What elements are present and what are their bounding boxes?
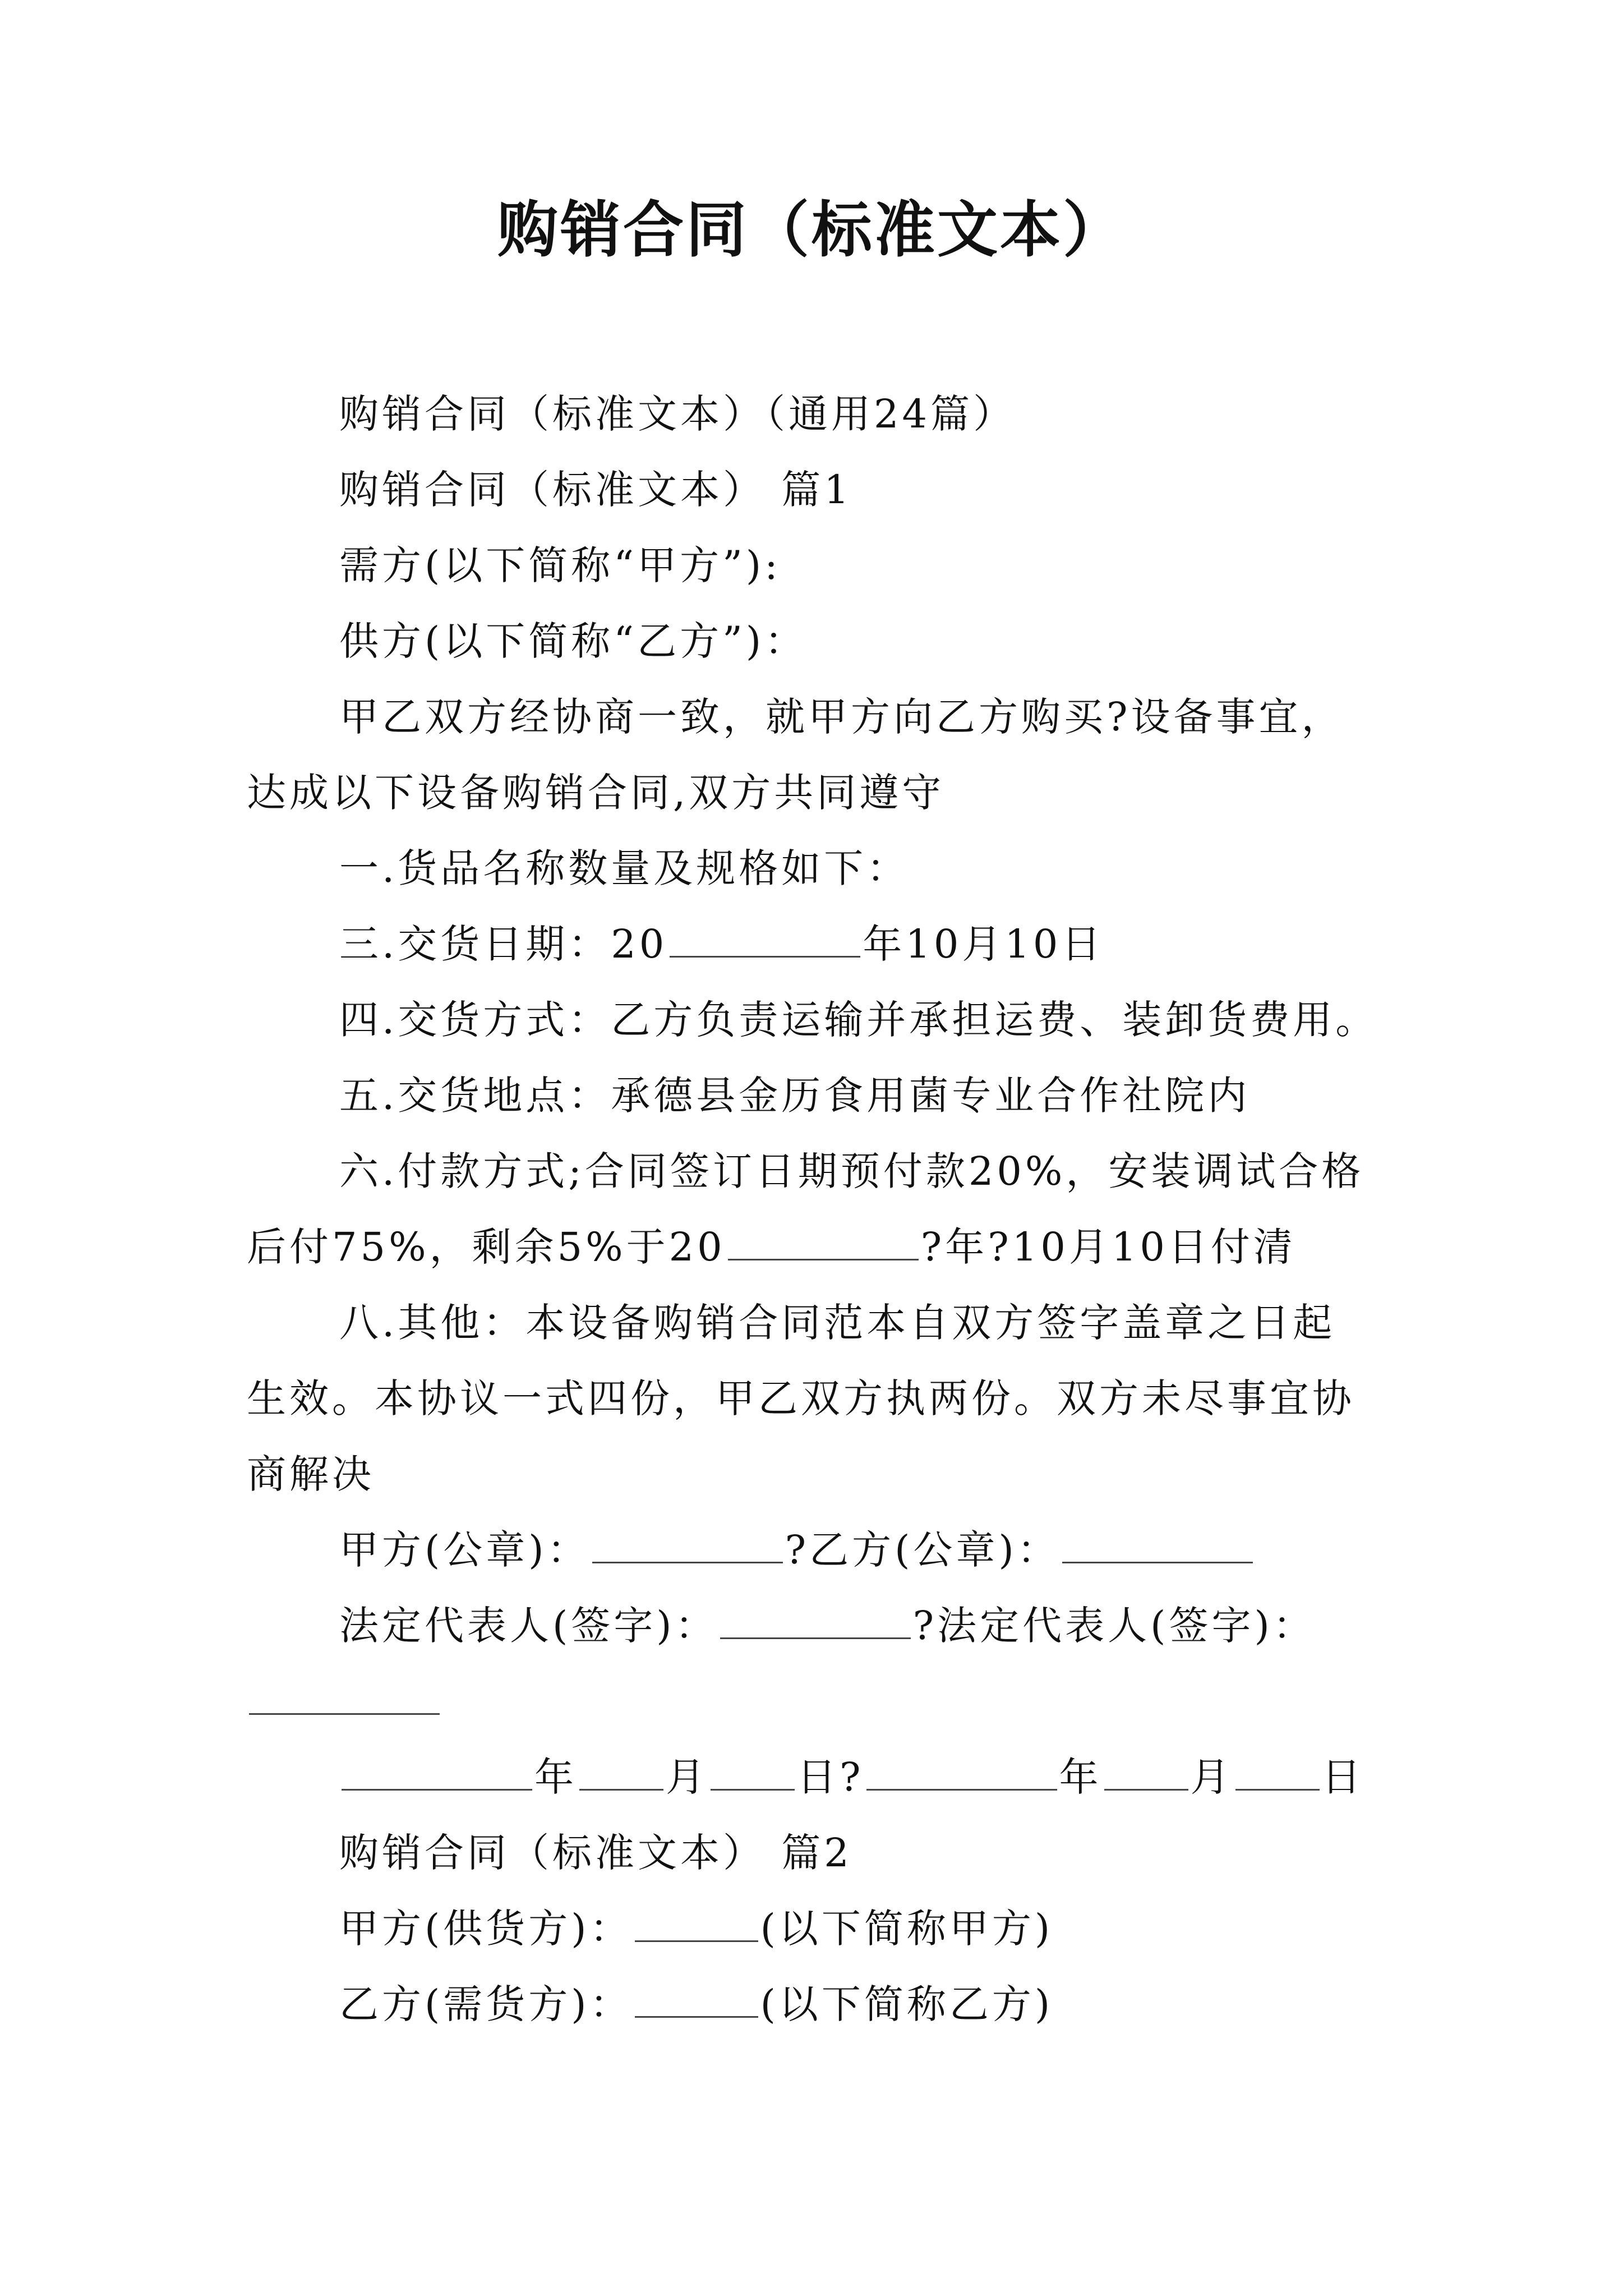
party-a-rep-blank (720, 1602, 911, 1639)
party-a-supplier-label: 甲方(供货方)： (339, 1906, 633, 1952)
clause-other-2: 生效。本协议一式四份，甲乙双方执两份。双方未尽事宜协 (247, 1375, 1355, 1421)
clause-delivery-place: 五.交货地点：承德县金历食用菌专业合作社院内 (339, 1073, 1251, 1119)
party-a-supplier-line (339, 1901, 1399, 1957)
date-year-blank-a (342, 1754, 532, 1791)
date-day-blank-b (1235, 1754, 1320, 1791)
date-day-label-a: 日? (797, 1754, 864, 1800)
party-b-seal-blank (1062, 1526, 1253, 1563)
document-title: 购销合同（标准文本） (497, 195, 1126, 265)
party-b-buyer-line (339, 1976, 1399, 2032)
section-heading-1: 购销合同（标准文本） 篇1 (339, 467, 852, 513)
year-blank (670, 921, 860, 958)
clause-delivery-method: 四.交货方式：乙方负责运输并承担运费、装卸货费用。 (339, 997, 1378, 1043)
date-day-label-b: 日 (1321, 1754, 1364, 1800)
section-heading-2: 购销合同（标准文本） 篇2 (339, 1830, 852, 1876)
party-a-seal-label: 甲方(公章)： (339, 1527, 590, 1573)
party-b-buyer-suffix: (以下简称乙方) (760, 1981, 1054, 2027)
delivery-date-suffix: 年10月10日 (863, 921, 1104, 967)
date-line (339, 1749, 1399, 1805)
payment-suffix: ?年?10月10日付清 (920, 1224, 1296, 1270)
clause-payment-2 (247, 1219, 1399, 1275)
date-year-label-a: 年 (534, 1754, 577, 1800)
clause-other-3: 商解决 (247, 1451, 375, 1497)
seal-line (339, 1522, 1399, 1578)
date-month-label-b: 月 (1190, 1754, 1233, 1800)
clause-other-1: 八.其他：本设备购销合同范本自双方签字盖章之日起 (339, 1300, 1336, 1346)
doc-subtitle: 购销合同（标准文本）（通用24篇） (339, 391, 1016, 437)
party-b-buyer-label: 乙方(需货方)： (339, 1981, 633, 2027)
party-a-seal-blank (592, 1526, 783, 1563)
date-month-blank-b (1104, 1754, 1188, 1791)
clause-goods: 一.货品名称数量及规格如下： (339, 845, 910, 891)
payment-prefix: 后付75%，剩余5%于20 (247, 1224, 726, 1270)
party-b-seal-label: ?乙方(公章)： (785, 1527, 1060, 1573)
signature-overflow-line (247, 1673, 1399, 1729)
date-month-blank-a (579, 1754, 663, 1791)
party-b-buyer-blank (635, 1981, 758, 2018)
buyer-line: 需方(以下简称“甲方”): (339, 542, 781, 588)
intro-line-2: 达成以下设备购销合同,双方共同遵守 (247, 770, 945, 816)
signature-line (339, 1598, 1399, 1654)
date-year-blank-b (866, 1754, 1057, 1791)
date-year-label-b: 年 (1059, 1754, 1102, 1800)
party-b-rep-blank (249, 1678, 440, 1715)
date-month-label-a: 月 (666, 1754, 708, 1800)
clause-payment-1: 六.付款方式;合同签订日期预付款20%，安装调试合格 (339, 1148, 1364, 1194)
intro-line-1: 甲乙双方经协商一致，就甲方向乙方购买?设备事宜， (339, 694, 1344, 740)
party-a-supplier-blank (635, 1905, 758, 1942)
party-a-rep-label: 法定代表人(签字)： (339, 1603, 718, 1649)
payment-year-blank (728, 1223, 919, 1260)
supplier-line: 供方(以下简称“乙方”)： (339, 618, 808, 664)
party-b-rep-label: ?法定代表人(签字)： (912, 1603, 1316, 1649)
delivery-date-prefix: 三.交货日期：20 (339, 921, 668, 967)
date-day-blank-a (711, 1754, 795, 1791)
party-a-supplier-suffix: (以下简称甲方) (760, 1906, 1054, 1952)
clause-delivery-date (339, 916, 1399, 972)
